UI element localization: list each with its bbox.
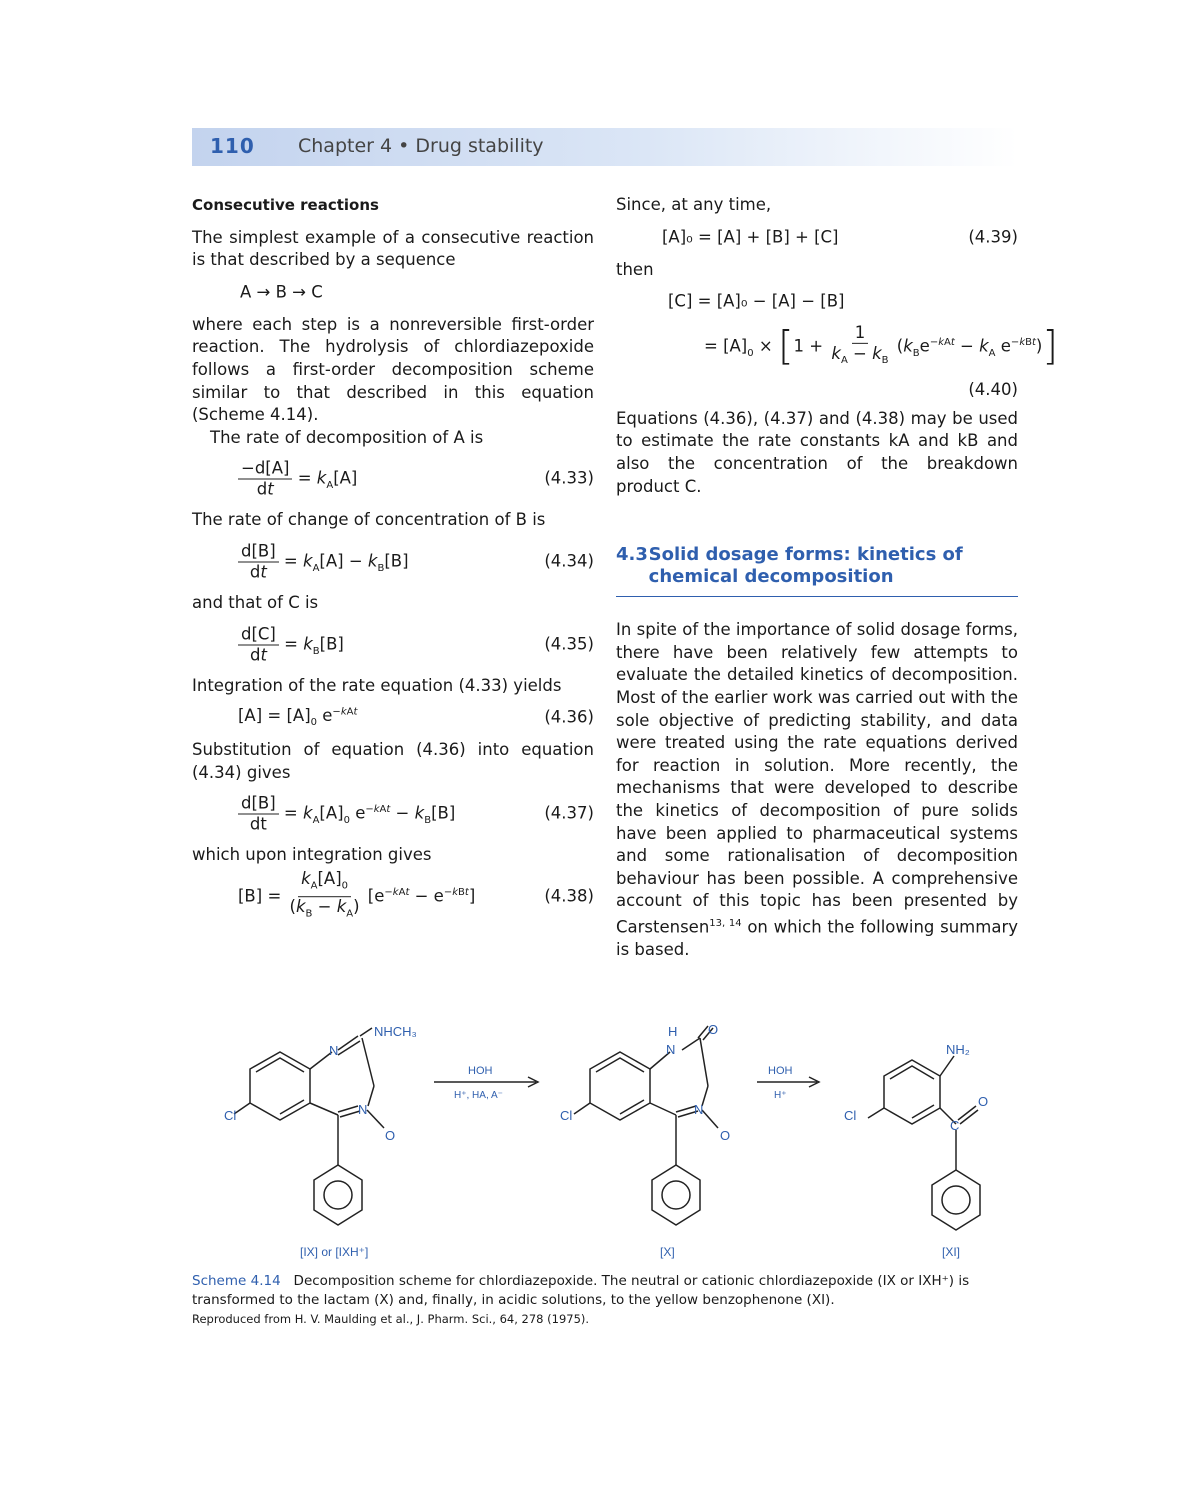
atom-label: N <box>329 1043 339 1058</box>
atom-label: C <box>950 1118 960 1133</box>
paragraph: The rate of change of concentration of B is <box>192 510 546 530</box>
equation-number: (4.38) <box>544 886 594 906</box>
equation-4-40-line1: [C] = [A]₀ − [A] − [B] <box>668 291 845 311</box>
paragraph: Since, at any time, <box>616 195 772 214</box>
equation-number: (4.36) <box>544 707 594 727</box>
paragraph: and that of C is <box>192 592 319 612</box>
atom-label: Cl <box>560 1108 573 1123</box>
equation-4-35: $\frac{d[C]}{dt}$ = $k_B[B]$ (4.35) <box>192 623 594 667</box>
compound-label: [IX] or [IXH⁺] <box>300 1245 369 1259</box>
paragraph: where each step is a nonreversible first-order reaction. The hydrolysis of chlordiazepoxide follows a first-order decomposition scheme similar to that described in this equation (Scheme 4.14). <box>192 314 594 425</box>
equation-4-38: [B] = $\frac{k_A[A]_0}{(k_B - k_A)}$ $[e^{-kAt} - e^{-kBt}]$ (4.38) <box>238 869 594 920</box>
chemical-scheme <box>192 1010 1018 1270</box>
caption-label: Scheme 4.14 <box>192 1273 281 1289</box>
equation-number: (4.40) <box>968 380 1018 400</box>
paragraph: which upon integration gives <box>192 845 432 865</box>
atom-label: O <box>385 1128 396 1143</box>
paragraph: The simplest example of a consecutive reaction is that described by a sequence <box>192 227 594 270</box>
equation-4-34: $\frac{d[B]}{dt}$ = $k_A[A] - k_B[B]$ (4.34) <box>192 540 594 584</box>
equation-4-39: [A]₀ = [A] + [B] + [C] (4.39) <box>616 225 1018 251</box>
compound-label: [X] <box>660 1245 675 1259</box>
arrow-label: H⁺ <box>774 1090 787 1101</box>
section-title: Solid dosage forms: kinetics of chemical decomposition <box>648 544 963 588</box>
right-column <box>616 194 1058 962</box>
atom-label: NHCH₃ <box>374 1024 417 1039</box>
paragraph: Substitution of equation (4.36) into equation (4.34) gives <box>192 740 594 782</box>
subheading: Consecutive reactions <box>192 196 379 214</box>
equation-4-40-line2: = $[A]_0 \times [1$ + $\frac{1}{k_A - k_B}$ ($k_Be^{-kAt} - k_A$ $e^{-kBt}$)] <box>704 323 1058 370</box>
left-column <box>192 194 594 927</box>
equation-number: (4.35) <box>544 634 594 654</box>
sequence-text: A → B → C <box>240 282 323 302</box>
reaction-sequence <box>192 280 594 306</box>
arrow-label: HOH <box>468 1065 493 1077</box>
equation-number: (4.34) <box>544 551 594 571</box>
equation-4-37: $\frac{d[B]}{dt}$ = $k_A[A]_0$ $e^{-kAt} - k_B[B]$ (4.37) <box>192 792 594 836</box>
paragraph: Equations (4.36), (4.37) and (4.38) may be used to estimate the rate constants kA and kB and also the concentration of the breakdown product C. <box>616 408 1018 496</box>
atom-label: N <box>694 1102 704 1117</box>
page-number: 110 <box>210 134 255 158</box>
caption-text: Decomposition scheme for chlordiazepoxide. The neutral or cationic chlordiazepoxide (IX or IXH⁺) is transformed to the lactam (X) and, finally, in acidic solutions, to the yellow benzophenone (XI). <box>192 1273 970 1308</box>
reference-marker: 13, 14 <box>709 917 742 929</box>
chapter-title: Chapter 4 • Drug stability <box>298 135 544 157</box>
scheme-caption <box>192 1272 1018 1329</box>
paragraph: Integration of the rate equation (4.33) yields <box>192 675 562 695</box>
equation-number: (4.37) <box>544 804 594 824</box>
equation-number: (4.33) <box>544 469 594 489</box>
arrow-label: H⁺, HA, A⁻ <box>454 1090 503 1101</box>
section-number: 4.3 <box>616 544 648 566</box>
equation-number: (4.39) <box>968 227 1018 247</box>
equation-4-36: $[A] = [A]_0$ $e^{-kAt}$ (4.36) <box>238 705 594 729</box>
paragraph: then <box>616 259 654 279</box>
atom-label: N <box>666 1042 676 1057</box>
atom-label: NH₂ <box>946 1042 970 1057</box>
arrow-label: HOH <box>768 1065 793 1077</box>
caption-source: Reproduced from H. V. Maulding et al., J. Pharm. Sci., 64, 278 (1975). <box>192 1312 590 1326</box>
atom-label: O <box>720 1128 731 1143</box>
equation-4-33: $\frac{-d[A]}{dt}$ = $k_A[A]$ (4.33) <box>192 457 594 501</box>
atom-label: O <box>708 1022 719 1037</box>
paragraph: The rate of decomposition of A is <box>210 427 484 447</box>
atom-label: Cl <box>844 1108 857 1123</box>
atom-label: Cl <box>224 1108 237 1123</box>
atom-label: O <box>978 1094 989 1109</box>
section-heading <box>616 544 1018 597</box>
compound-label: [XI] <box>942 1245 961 1259</box>
atom-label: N <box>358 1102 368 1117</box>
paragraph: In spite of the importance of solid dosage forms, there have been relatively few attempts to evaluate the detailed kinetics of decomposition. Most of the earlier work was carried out with the sole objective of predicting stability, and data were treated using the rate equations derived for reaction in solution. More recently, the mechanisms that were developed to describe the kinetics of decomposition of pure solids have been applied to pharmaceutical systems and some rationalisation of decomposition behaviour has been possible. A comprehensive account of this topic has been presented by Carstensen$^{13, 14}$ on which the following summary is based. <box>616 620 1018 959</box>
page-header <box>192 128 1018 166</box>
atom-label: H <box>668 1024 678 1039</box>
